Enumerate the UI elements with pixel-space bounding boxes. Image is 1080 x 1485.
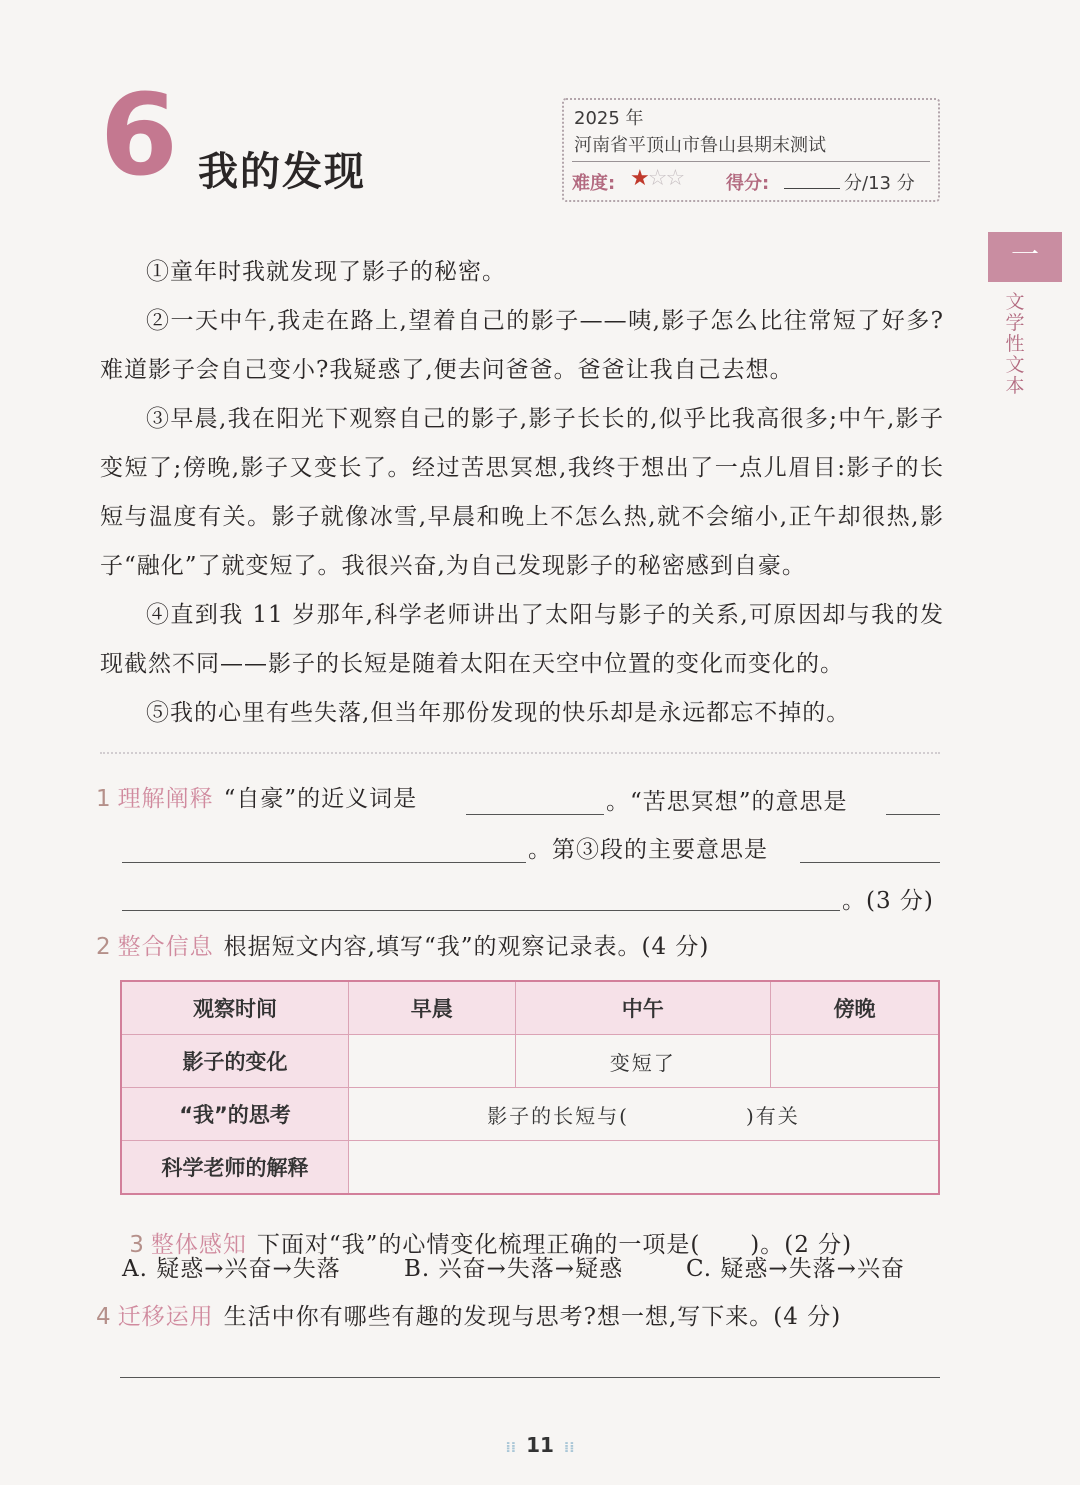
question-text: 根据短文内容,填写“我”的观察记录表。(4 分) bbox=[223, 934, 710, 960]
table-header-row bbox=[121, 981, 939, 1035]
table-cell-noon: 变短了 bbox=[515, 1035, 770, 1088]
table-cell-morning[interactable] bbox=[349, 1035, 516, 1088]
question-tag: 整体感知 bbox=[150, 1232, 247, 1258]
question-number: 4 bbox=[96, 1304, 112, 1330]
info-divider bbox=[572, 161, 930, 162]
option-a[interactable]: A. 疑惑→兴奋→失落 bbox=[122, 1256, 341, 1282]
difficulty-stars bbox=[630, 166, 683, 191]
test-name: 河南省平顶山市鲁山县期末测试 bbox=[574, 135, 826, 156]
table-header-cell: 观察时间 bbox=[121, 981, 349, 1035]
star-empty-icon: ☆ bbox=[647, 166, 666, 191]
table-cell-evening[interactable] bbox=[770, 1035, 939, 1088]
score-label: 得分: bbox=[726, 173, 770, 194]
table-row-label: 科学老师的解释 bbox=[121, 1141, 349, 1195]
section-category: 文学性文本 bbox=[1005, 291, 1025, 397]
question-text: “自豪”的近义词是 bbox=[223, 786, 418, 812]
answer-blank-main-idea[interactable] bbox=[800, 862, 940, 863]
table-row-label: 影子的变化 bbox=[121, 1035, 349, 1088]
question-text: 。“苦思冥想”的意思是 bbox=[606, 789, 848, 815]
table-header-cell: 中午 bbox=[515, 981, 770, 1035]
score-blank[interactable] bbox=[784, 188, 840, 189]
question-4 bbox=[96, 1298, 841, 1331]
question-number: 3 bbox=[129, 1232, 145, 1258]
question-number: 1 bbox=[96, 786, 112, 812]
table-header-cell: 傍晚 bbox=[770, 981, 939, 1035]
table-cell-teacher-explanation[interactable] bbox=[349, 1141, 940, 1195]
question-1 bbox=[96, 780, 417, 813]
answer-blank-main-idea-cont[interactable] bbox=[122, 910, 840, 911]
question-text: 生活中你有哪些有趣的发现与思考?想一想,写下来。(4 分) bbox=[223, 1304, 842, 1330]
table-row-label: “我”的思考 bbox=[121, 1088, 349, 1141]
question-text: 。第③段的主要意思是 bbox=[528, 837, 768, 863]
score-total: 分/13 分 bbox=[844, 173, 915, 194]
question-2 bbox=[96, 928, 709, 961]
question-number: 2 bbox=[96, 934, 112, 960]
passage-paragraph: ②一天中午,我走在路上,望着自己的影子——咦,影子怎么比往常短了好多?难道影子会自己变小?我疑惑了,便去问爸爸。爸爸让我自己去想。 bbox=[100, 308, 944, 383]
table-row bbox=[121, 1141, 939, 1195]
option-b[interactable]: B. 兴奋→失落→疑惑 bbox=[404, 1256, 624, 1282]
option-c[interactable]: C. 疑惑→失落→兴奋 bbox=[686, 1256, 905, 1282]
passage-paragraph: ④直到我 11 岁那年,科学老师讲出了太阳与影子的关系,可原因却与我的发现截然不同——影子的长短是随着太阳在天空中位置的变化而变化的。 bbox=[100, 602, 944, 677]
question-points: 。(3 分) bbox=[842, 888, 934, 914]
chapter-title: 我的发现 bbox=[198, 149, 366, 195]
section-divider bbox=[100, 752, 940, 754]
section-tab: 一 bbox=[988, 232, 1062, 282]
passage-paragraph: ⑤我的心里有些失落,但当年那份发现的快乐却是永远都忘不掉的。 bbox=[146, 700, 851, 726]
table-header-cell: 早晨 bbox=[349, 981, 516, 1035]
answer-blank-synonym[interactable] bbox=[466, 814, 604, 815]
observation-table bbox=[120, 980, 940, 1195]
test-info-box bbox=[562, 98, 940, 202]
chapter-number: 6 bbox=[100, 71, 178, 201]
decoration-icon: ⁞⁞ bbox=[505, 1440, 517, 1456]
decoration-icon: ⁞⁞ bbox=[563, 1440, 575, 1456]
page-number: 11 bbox=[526, 1433, 554, 1457]
question-tag: 理解阐释 bbox=[117, 786, 214, 812]
difficulty-label: 难度: bbox=[572, 173, 616, 194]
question-tag: 迁移运用 bbox=[117, 1304, 214, 1330]
table-row bbox=[121, 1088, 939, 1141]
answer-blank-meaning[interactable] bbox=[886, 814, 940, 815]
test-year: 2025 年 bbox=[574, 108, 644, 129]
passage-paragraph: ①童年时我就发现了影子的秘密。 bbox=[146, 259, 506, 285]
table-cell-my-thinking[interactable]: 影子的长短与( )有关 bbox=[349, 1088, 940, 1141]
page-footer bbox=[0, 1433, 1080, 1457]
question-tag: 整合信息 bbox=[117, 934, 214, 960]
question-text: 下面对“我”的心情变化梳理正确的一项是( )。(2 分) bbox=[256, 1232, 853, 1258]
passage-paragraph: ③早晨,我在阳光下观察自己的影子,影子长长的,似乎比我高很多;中午,影子变短了;傍晚,影子又变长了。经过苦思冥想,我终于想出了一点儿眉目:影子的长短与温度有关。影子就像冰雪,早晨和晚上不怎么热,就不会缩小,正午却很热,影子“融化”了就变短了。我很兴奋,为自己发现影子的秘密感到自豪。 bbox=[100, 406, 944, 579]
reading-passage bbox=[100, 248, 944, 738]
star-empty-icon: ☆ bbox=[665, 166, 684, 191]
answer-line-q4[interactable] bbox=[120, 1377, 940, 1378]
star-filled-icon: ★ bbox=[630, 166, 648, 191]
table-row bbox=[121, 1035, 939, 1088]
answer-blank-meaning-cont[interactable] bbox=[122, 862, 526, 863]
